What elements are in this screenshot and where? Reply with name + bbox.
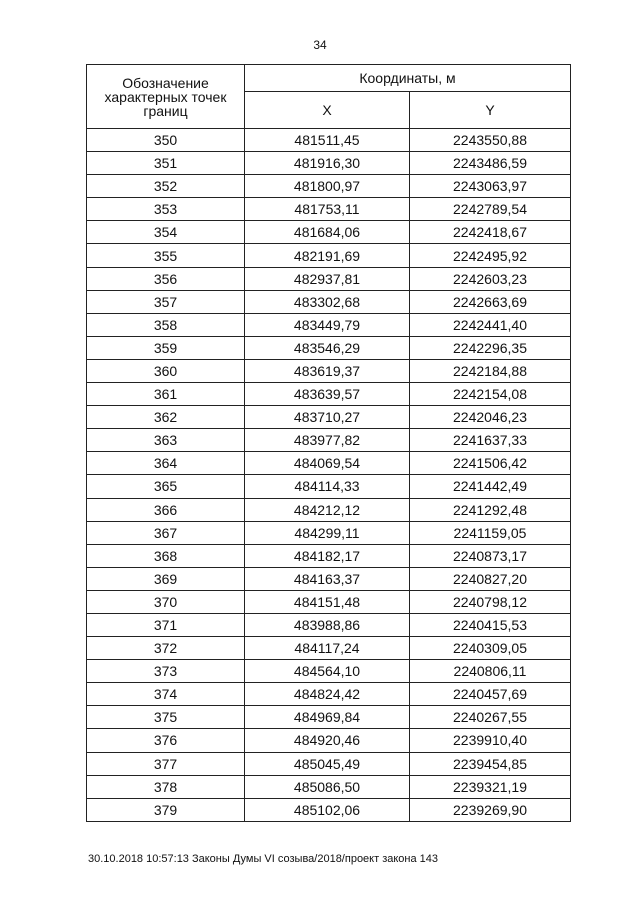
- coord-x: 483302,68: [245, 290, 410, 313]
- coord-y: 2242603,23: [410, 267, 571, 290]
- coord-x: 484969,84: [245, 706, 410, 729]
- coord-x: 484069,54: [245, 452, 410, 475]
- coord-y: 2239321,19: [410, 775, 571, 798]
- coord-y: 2240267,55: [410, 706, 571, 729]
- table-row: [87, 752, 571, 775]
- coord-x: 483639,57: [245, 383, 410, 406]
- point-number: 364: [87, 452, 245, 475]
- table-row: [87, 521, 571, 544]
- table-row: [87, 129, 571, 152]
- table-row: [87, 475, 571, 498]
- coord-x: 484182,17: [245, 544, 410, 567]
- coord-x: 484564,10: [245, 660, 410, 683]
- point-number: 372: [87, 637, 245, 660]
- point-number: 353: [87, 198, 245, 221]
- coord-x: 484163,37: [245, 567, 410, 590]
- point-number: 366: [87, 498, 245, 521]
- coord-y: 2240806,11: [410, 660, 571, 683]
- page-number: 34: [313, 38, 327, 52]
- coord-x: 485045,49: [245, 752, 410, 775]
- table-row: [87, 267, 571, 290]
- footer-text: 30.10.2018 10:57:13 Законы Думы VI созыва/2018/проект закона 143: [88, 853, 439, 865]
- table-row: [87, 221, 571, 244]
- point-number: 373: [87, 660, 245, 683]
- table-row: [87, 429, 571, 452]
- point-number: 378: [87, 775, 245, 798]
- coord-y: 2240457,69: [410, 683, 571, 706]
- table-row: [87, 706, 571, 729]
- coord-x: 481684,06: [245, 221, 410, 244]
- coord-x: 484920,46: [245, 729, 410, 752]
- point-number: 376: [87, 729, 245, 752]
- header-coordinates: Координаты, м: [245, 65, 571, 92]
- table-row: [87, 313, 571, 336]
- coord-x: 483449,79: [245, 313, 410, 336]
- coord-x: 483988,86: [245, 613, 410, 636]
- coord-x: 481753,11: [245, 198, 410, 221]
- coord-y: 2240798,12: [410, 590, 571, 613]
- coord-x: 481800,97: [245, 175, 410, 198]
- table-row: [87, 613, 571, 636]
- table-row: [87, 660, 571, 683]
- coord-y: 2242046,23: [410, 406, 571, 429]
- coord-y: 2241506,42: [410, 452, 571, 475]
- coord-y: 2239910,40: [410, 729, 571, 752]
- header-designation: Обозначение характерных точек границ: [87, 65, 245, 129]
- table-row: [87, 683, 571, 706]
- coord-x: 484114,33: [245, 475, 410, 498]
- table-row: [87, 290, 571, 313]
- coord-x: 484824,42: [245, 683, 410, 706]
- point-number: 355: [87, 244, 245, 267]
- coord-x: 485086,50: [245, 775, 410, 798]
- coord-x: 483977,82: [245, 429, 410, 452]
- coord-y: 2242184,88: [410, 359, 571, 382]
- point-number: 379: [87, 798, 245, 821]
- point-number: 371: [87, 613, 245, 636]
- table-row: [87, 798, 571, 821]
- point-number: 354: [87, 221, 245, 244]
- coord-y: 2242154,08: [410, 383, 571, 406]
- table-body: [87, 129, 571, 822]
- header-y: Y: [410, 92, 571, 129]
- coord-y: 2241637,33: [410, 429, 571, 452]
- point-number: 352: [87, 175, 245, 198]
- coord-y: 2240309,05: [410, 637, 571, 660]
- table-row: [87, 544, 571, 567]
- table-row: [87, 244, 571, 267]
- coord-y: 2242495,92: [410, 244, 571, 267]
- point-number: 370: [87, 590, 245, 613]
- coord-y: 2243486,59: [410, 152, 571, 175]
- header-x: X: [245, 92, 410, 129]
- coord-y: 2240415,53: [410, 613, 571, 636]
- table-row: [87, 336, 571, 359]
- coord-x: 484212,12: [245, 498, 410, 521]
- coord-y: 2242441,40: [410, 313, 571, 336]
- table-row: [87, 567, 571, 590]
- table-row: [87, 452, 571, 475]
- point-number: 359: [87, 336, 245, 359]
- coord-y: 2241292,48: [410, 498, 571, 521]
- coordinates-table: [86, 64, 571, 822]
- coord-y: 2239454,85: [410, 752, 571, 775]
- point-number: 375: [87, 706, 245, 729]
- coord-y: 2240873,17: [410, 544, 571, 567]
- point-number: 360: [87, 359, 245, 382]
- point-number: 358: [87, 313, 245, 336]
- table-row: [87, 775, 571, 798]
- coord-x: 484299,11: [245, 521, 410, 544]
- table-row: [87, 637, 571, 660]
- coord-y: 2242418,67: [410, 221, 571, 244]
- point-number: 350: [87, 129, 245, 152]
- table-row: [87, 406, 571, 429]
- coord-y: 2241159,05: [410, 521, 571, 544]
- table-row: [87, 590, 571, 613]
- point-number: 369: [87, 567, 245, 590]
- coord-y: 2241442,49: [410, 475, 571, 498]
- point-number: 351: [87, 152, 245, 175]
- table-row: [87, 152, 571, 175]
- coord-x: 483546,29: [245, 336, 410, 359]
- coord-x: 482937,81: [245, 267, 410, 290]
- table-row: [87, 383, 571, 406]
- point-number: 357: [87, 290, 245, 313]
- coord-x: 484117,24: [245, 637, 410, 660]
- coord-x: 483710,27: [245, 406, 410, 429]
- table-row: [87, 175, 571, 198]
- coord-x: 484151,48: [245, 590, 410, 613]
- coord-y: 2240827,20: [410, 567, 571, 590]
- point-number: 368: [87, 544, 245, 567]
- point-number: 365: [87, 475, 245, 498]
- coord-y: 2242663,69: [410, 290, 571, 313]
- table-row: [87, 729, 571, 752]
- coord-y: 2242296,35: [410, 336, 571, 359]
- point-number: 362: [87, 406, 245, 429]
- point-number: 367: [87, 521, 245, 544]
- coord-y: 2243550,88: [410, 129, 571, 152]
- point-number: 363: [87, 429, 245, 452]
- point-number: 356: [87, 267, 245, 290]
- point-number: 377: [87, 752, 245, 775]
- coord-y: 2243063,97: [410, 175, 571, 198]
- coord-x: 483619,37: [245, 359, 410, 382]
- table-row: [87, 198, 571, 221]
- point-number: 374: [87, 683, 245, 706]
- table-row: [87, 498, 571, 521]
- coord-x: 481916,30: [245, 152, 410, 175]
- coord-y: 2242789,54: [410, 198, 571, 221]
- table-row: [87, 359, 571, 382]
- coord-x: 482191,69: [245, 244, 410, 267]
- coord-x: 481511,45: [245, 129, 410, 152]
- coord-x: 485102,06: [245, 798, 410, 821]
- coord-y: 2239269,90: [410, 798, 571, 821]
- point-number: 361: [87, 383, 245, 406]
